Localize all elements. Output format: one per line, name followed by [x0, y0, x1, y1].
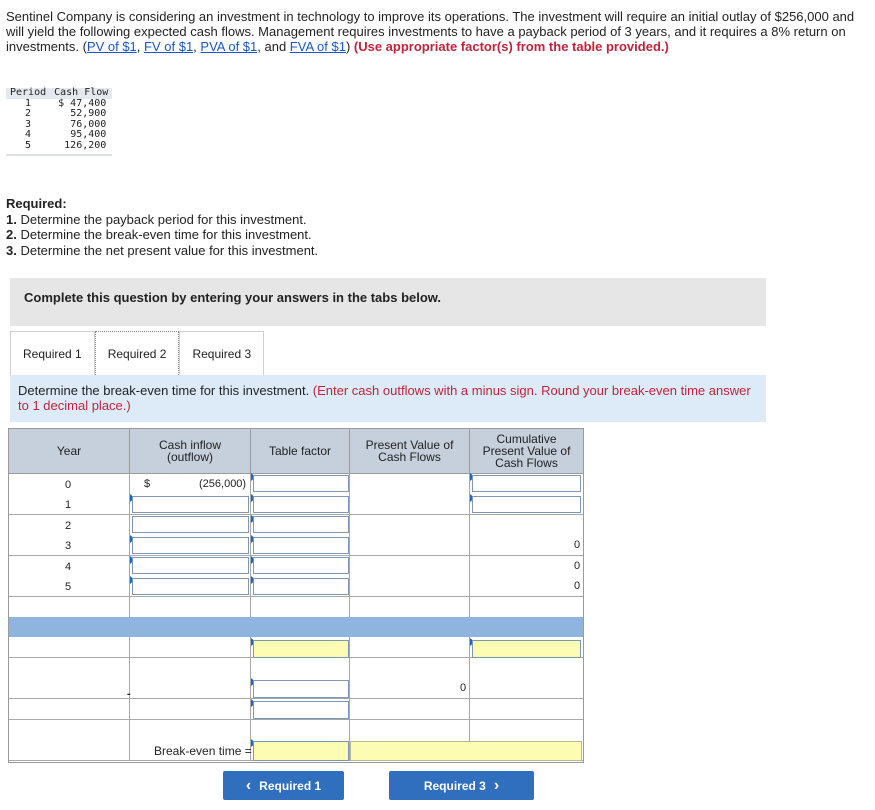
- break-even-worksheet: [8, 428, 584, 763]
- table-factor-input-year-2[interactable]: [253, 516, 349, 533]
- grid-cell: [251, 597, 350, 618]
- grid-cell: [251, 720, 350, 741]
- prev-required-1-button[interactable]: [223, 771, 344, 800]
- grid-cell: [130, 658, 251, 679]
- next-required-3-button[interactable]: [389, 771, 534, 800]
- instruction-note: (Enter cash outflows with a minus sign. Round your break-even time answer to 1 decimal place.): [18, 383, 751, 413]
- year-header: Year: [9, 429, 130, 474]
- grid-cell: [470, 720, 583, 741]
- fva-of-1-link[interactable]: FVA of $1: [289, 39, 346, 54]
- grid-cell: [470, 515, 583, 536]
- grid-cell: [470, 597, 583, 618]
- unrecovered-amount-input[interactable]: [253, 680, 349, 698]
- grid-cell: [251, 658, 350, 679]
- dash-placeholder: -: [127, 688, 131, 700]
- required-heading: Required:: [6, 196, 67, 211]
- year-cell: 1: [65, 499, 72, 511]
- tab-required-3[interactable]: Required 3: [179, 331, 264, 375]
- grid-cell: [350, 474, 470, 495]
- grid-cell: [470, 576, 583, 597]
- bracket-factor-input[interactable]: [253, 640, 349, 658]
- grid-cell: [130, 637, 251, 658]
- initial-outflow-value: (256,000): [199, 478, 247, 490]
- cumulative-value-year-3: 0: [574, 539, 581, 551]
- grid-cell: [9, 699, 130, 720]
- pv-of-1-link[interactable]: PV of $1: [86, 39, 137, 54]
- cash-flow-header: Cash Flow: [50, 88, 112, 99]
- cumulative-pv-header: Cumulative Present Value of Cash Flows: [470, 429, 583, 474]
- table-factor-input-year-1[interactable]: [253, 496, 349, 513]
- grid-cell: [9, 678, 130, 699]
- grid-cell: [470, 699, 583, 720]
- required-item-2: 2. Determine the break-even time for this investment.: [6, 227, 312, 242]
- chevron-left-icon: ‹: [245, 776, 252, 794]
- grid-cell: [130, 678, 251, 699]
- tab-bar: [10, 331, 264, 375]
- grid-cell: [470, 556, 583, 577]
- table-factor-input-year-5[interactable]: [253, 578, 349, 595]
- cash-flow-cell: 95,400: [50, 130, 112, 141]
- table-factor-input-year-3[interactable]: [253, 537, 349, 554]
- table-factor-input-year-4[interactable]: [253, 557, 349, 574]
- period-header: Period: [6, 88, 50, 99]
- year-cell: 2: [65, 520, 72, 532]
- present-value-header: Present Value of Cash Flows: [350, 429, 470, 474]
- grid-cell: [350, 597, 470, 618]
- required-list: [6, 196, 318, 258]
- cash-inflow-input-year-3[interactable]: [132, 537, 249, 554]
- required-item-1: 1. Determine the payback period for this investment.: [6, 211, 307, 227]
- close-paren: ): [345, 39, 354, 54]
- grid-cell: [350, 637, 470, 658]
- cash-flow-cell: $ 47,400: [50, 99, 112, 110]
- grid-cell: [470, 535, 583, 556]
- cash-inflow-header: Cash inflow (outflow): [130, 429, 251, 474]
- pv-zero-value: 0: [460, 682, 467, 694]
- year-cell: 0: [65, 479, 72, 491]
- bracket-cumulative-input[interactable]: [472, 640, 581, 658]
- year-cell: 4: [65, 561, 72, 573]
- prev-button-label: Required 1: [259, 778, 322, 793]
- year-cell: 3: [65, 540, 72, 552]
- grid-cell: [470, 658, 583, 679]
- grid-cell: [350, 494, 470, 515]
- grid-cell: [130, 720, 251, 741]
- cash-inflow-input-year-5[interactable]: [132, 578, 249, 595]
- cumulative-pv-input-year-0[interactable]: [472, 475, 581, 492]
- divisor-input[interactable]: [253, 701, 349, 719]
- tab-required-1[interactable]: Required 1: [10, 331, 95, 375]
- problem-statement: Sentinel Company is considering an investment in technology to improve its operations. The investment will require an initial outlay of $256,000 and will yield the following expected cash flows. Management requires investments to have a payback period of 3 years, and it requires a 8% return on investments. (PV of $1, FV of $1, PVA of $1, and FVA of $1) (Use appropriate factor(s) from the table provided.): [6, 9, 855, 54]
- grid-cell: [350, 720, 470, 741]
- grid-cell: [9, 720, 130, 741]
- grid-cell: [350, 678, 470, 699]
- table-factor-input-year-0[interactable]: [253, 475, 349, 492]
- grid-cell: [350, 658, 470, 679]
- next-button-label: Required 3: [423, 778, 486, 793]
- year-cell: 5: [65, 581, 72, 593]
- cumulative-value-year-5: 0: [574, 580, 581, 592]
- break-even-time-input[interactable]: [253, 741, 349, 761]
- grid-cell: [470, 678, 583, 699]
- pva-of-1-link[interactable]: PVA of $1: [200, 39, 258, 54]
- and-separator: , and: [257, 39, 290, 54]
- cash-inflow-input-year-1[interactable]: [132, 496, 249, 513]
- grid-cell: [350, 515, 470, 536]
- cash-flow-cell: 52,900: [50, 109, 112, 120]
- grid-cell: [9, 637, 130, 658]
- period-cell: 1: [6, 99, 50, 110]
- required-item-3: 3. Determine the net present value for this investment.: [6, 242, 319, 258]
- dollar-sign: $: [144, 478, 151, 490]
- grid-cell: [9, 597, 130, 618]
- break-even-label: Break-even time =: [154, 744, 252, 758]
- grid-cell: [130, 597, 251, 618]
- cash-flow-cell: 126,200: [50, 141, 112, 152]
- grid-cell: [9, 740, 130, 761]
- factor-note: (Use appropriate factor(s) from the table provided.): [353, 39, 669, 54]
- instruction-text: Determine the break-even time for this investment.: [18, 383, 313, 398]
- complete-question-bar: Complete this question by entering your answers in the tabs below.: [10, 278, 766, 326]
- period-cell: 4: [6, 130, 50, 141]
- grid-cell: [350, 535, 470, 556]
- grid-cell: [350, 699, 470, 720]
- problem-text: Sentinel Company is considering an investment in technology to improve its operations. The investment will require an initial outlay of $256,000 and will yield the following expected cash flows. Management requires investments to have a payback period of 3 years, and it requires a 8% return on investments. (: [6, 9, 855, 54]
- cash-flow-table: [6, 88, 112, 156]
- period-cell: 5: [6, 141, 50, 152]
- chevron-right-icon: ›: [493, 776, 500, 794]
- cash-inflow-input-year-2[interactable]: [132, 516, 249, 533]
- cumulative-value-year-4: 0: [574, 560, 581, 572]
- fv-of-1-link[interactable]: FV of $1: [144, 39, 194, 54]
- period-cell: 3: [6, 120, 50, 131]
- section-divider: [9, 617, 583, 637]
- cash-flow-cell: 76,000: [50, 120, 112, 131]
- grid-cell: [350, 576, 470, 597]
- table-factor-header: Table factor: [251, 429, 350, 474]
- instruction-box: [10, 375, 766, 422]
- cumulative-pv-input-year-1[interactable]: [472, 496, 581, 513]
- tab-required-2[interactable]: Required 2: [95, 331, 180, 375]
- grid-cell: [9, 658, 130, 679]
- table-row: [6, 141, 112, 152]
- grid-cell: [130, 699, 251, 720]
- break-even-units-cell: [350, 741, 582, 761]
- period-cell: 2: [6, 109, 50, 120]
- grid-cell: [350, 556, 470, 577]
- cash-inflow-input-year-4[interactable]: [132, 557, 249, 574]
